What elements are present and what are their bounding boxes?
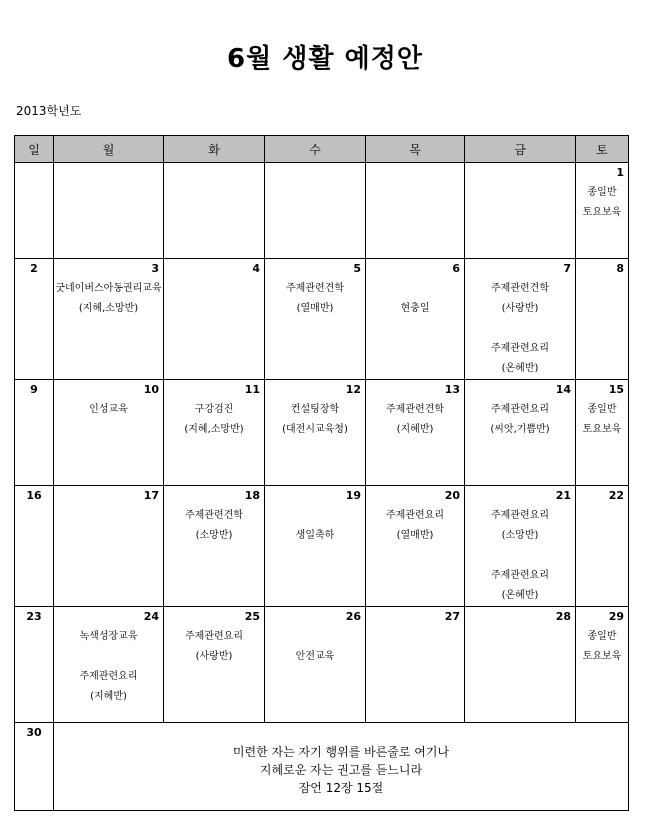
quote-line: 미련한 자는 자기 행위를 바른줄로 여기나 — [232, 745, 450, 759]
event-text: 주제관련요리 — [491, 404, 549, 415]
week-row — [15, 163, 629, 259]
quote-line: 지혜로운 자는 권고를 듣느니라 — [259, 763, 423, 777]
event-text: 안전교육 — [295, 651, 335, 662]
day-cell — [265, 486, 366, 607]
day-cell — [576, 486, 629, 607]
day-cell — [465, 607, 576, 723]
day-cell — [366, 259, 465, 380]
day-number: 21 — [555, 489, 571, 502]
day-number: 15 — [608, 383, 624, 396]
weekday-header: 수 — [265, 136, 366, 163]
event-text: (대전시교육청) — [282, 424, 348, 435]
event-spacer — [465, 319, 575, 339]
day-cell — [54, 607, 164, 723]
event-text: (지혜,소망반) — [184, 424, 244, 435]
event-text: (사랑반) — [195, 651, 233, 662]
event-text: 주제관련견학 — [286, 283, 344, 294]
day-cell — [15, 380, 54, 486]
day-number: 17 — [143, 489, 159, 502]
day-number — [366, 163, 464, 180]
day-cell — [265, 607, 366, 723]
day-cell — [164, 259, 265, 380]
day-number: 13 — [444, 383, 460, 396]
event-text: (소망반) — [501, 530, 539, 541]
event-text: 주제관련견학 — [491, 283, 549, 294]
event-text: 주제관련요리 — [491, 343, 549, 354]
week-row — [15, 607, 629, 723]
week-row — [15, 723, 629, 811]
event-spacer — [54, 647, 163, 667]
day-cell — [465, 380, 576, 486]
day-number — [54, 163, 163, 180]
day-cell — [366, 486, 465, 607]
event-text: 주제관련요리 — [491, 510, 549, 521]
day-number: 2 — [30, 262, 38, 275]
day-cell — [366, 607, 465, 723]
event-text: (사랑반) — [501, 303, 539, 314]
day-number: 25 — [244, 610, 260, 623]
day-cell — [15, 723, 54, 811]
weekday-header: 목 — [366, 136, 465, 163]
quote-line: 잠언 12장 15절 — [298, 781, 384, 795]
event-text: 컨설팅장학 — [290, 404, 340, 415]
event-text: 인성교육 — [89, 404, 128, 415]
day-number: 18 — [244, 489, 260, 502]
weekday-header-row — [15, 136, 629, 163]
school-year: 2013학년도 — [16, 104, 82, 118]
day-cell — [164, 380, 265, 486]
event-text: 주제관련요리 — [185, 631, 243, 642]
day-cell — [576, 380, 629, 486]
event-text: (열매반) — [296, 303, 334, 314]
day-cell — [15, 259, 54, 380]
week-row — [15, 259, 629, 380]
quote-cell — [54, 723, 629, 811]
day-number: 4 — [252, 262, 260, 275]
day-cell — [54, 259, 164, 380]
event-text: 종일반 — [587, 404, 617, 415]
calendar-table — [14, 135, 629, 811]
day-cell — [164, 486, 265, 607]
event-spacer — [265, 627, 365, 647]
weekday-header: 일 — [15, 136, 54, 163]
event-text: (지혜,소망반) — [78, 303, 139, 314]
day-cell — [54, 163, 164, 259]
day-cell — [164, 607, 265, 723]
day-cell — [576, 163, 629, 259]
page-title: 6월 생활 예정안 — [227, 44, 423, 74]
day-number: 29 — [608, 610, 624, 623]
day-cell — [465, 486, 576, 607]
weekday-header: 화 — [164, 136, 265, 163]
event-spacer — [465, 546, 575, 566]
day-number: 20 — [444, 489, 460, 502]
day-cell — [576, 607, 629, 723]
day-number: 12 — [345, 383, 361, 396]
event-text: 주제관련요리 — [491, 570, 549, 581]
weekday-header: 월 — [54, 136, 164, 163]
day-cell — [164, 163, 265, 259]
day-number: 7 — [563, 262, 571, 275]
event-text: 토요보육 — [582, 424, 622, 435]
day-number: 27 — [444, 610, 460, 623]
day-cell — [465, 259, 576, 380]
event-text: 주제관련요리 — [386, 510, 444, 521]
day-number: 19 — [345, 489, 361, 502]
event-text: 토요보육 — [582, 207, 622, 218]
day-number: 8 — [616, 262, 624, 275]
event-text: 현충일 — [400, 303, 430, 314]
event-text: 주제관련요리 — [79, 671, 138, 682]
event-text: (씨앗,기쁨반) — [490, 424, 550, 435]
day-number — [15, 163, 53, 180]
day-number: 3 — [151, 262, 159, 275]
event-text: 종일반 — [587, 187, 617, 198]
day-cell — [265, 163, 366, 259]
event-text: (온혜반) — [501, 363, 539, 374]
day-number — [265, 163, 365, 180]
day-number: 5 — [353, 262, 361, 275]
day-number: 23 — [26, 610, 42, 623]
day-number: 30 — [26, 726, 42, 739]
day-cell — [54, 380, 164, 486]
day-cell — [54, 486, 164, 607]
day-number: 24 — [143, 610, 159, 623]
weekday-header: 금 — [465, 136, 576, 163]
day-number: 11 — [244, 383, 260, 396]
event-text: (지혜반) — [396, 424, 434, 435]
day-number: 1 — [616, 166, 624, 179]
day-number — [465, 163, 575, 180]
event-text: (온혜반) — [501, 590, 539, 601]
event-text: 생일축하 — [295, 530, 335, 541]
day-number: 6 — [452, 262, 460, 275]
event-text: (소망반) — [195, 530, 233, 541]
day-cell — [576, 259, 629, 380]
event-text: 녹색성장교육 — [79, 631, 138, 642]
week-row — [15, 380, 629, 486]
day-cell — [366, 163, 465, 259]
day-cell — [265, 259, 366, 380]
day-cell — [265, 380, 366, 486]
day-number: 26 — [345, 610, 361, 623]
event-text: 주제관련견학 — [386, 404, 444, 415]
event-text: (지혜반) — [90, 691, 127, 702]
event-text: (열매반) — [396, 530, 434, 541]
event-spacer — [366, 279, 464, 299]
day-cell — [15, 486, 54, 607]
day-number: 28 — [555, 610, 571, 623]
event-spacer — [265, 506, 365, 526]
day-number — [164, 163, 264, 180]
weekday-header: 토 — [576, 136, 629, 163]
day-cell — [366, 380, 465, 486]
day-cell — [15, 607, 54, 723]
event-text: 구강검진 — [194, 404, 234, 415]
day-cell — [465, 163, 576, 259]
event-text: 굿네이버스아동권리교육 — [55, 283, 162, 294]
event-text: 종일반 — [587, 631, 617, 642]
day-number: 22 — [608, 489, 624, 502]
day-number: 14 — [555, 383, 571, 396]
day-number: 9 — [30, 383, 38, 396]
week-row — [15, 486, 629, 607]
event-text: 토요보육 — [582, 651, 622, 662]
event-text: 주제관련견학 — [185, 510, 243, 521]
day-number: 10 — [143, 383, 159, 396]
day-number: 16 — [26, 489, 42, 502]
day-cell — [15, 163, 54, 259]
